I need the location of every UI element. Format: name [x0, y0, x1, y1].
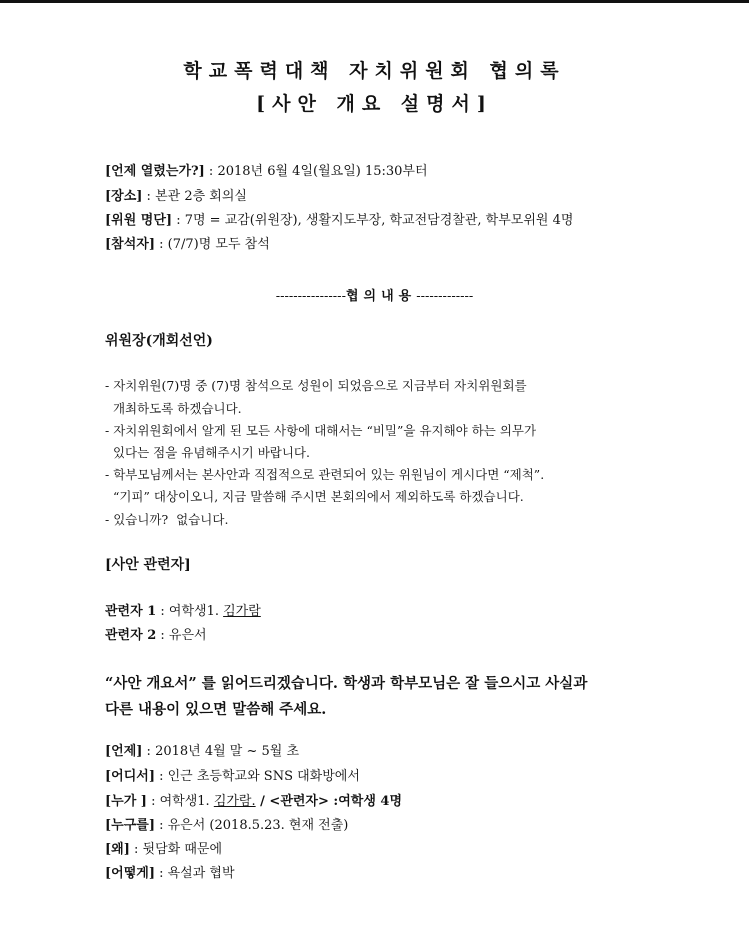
section-divider [0, 285, 749, 304]
summary-why-value: : 뒷담화 때문에 [129, 842, 222, 857]
section-heading: 협의내용 [345, 289, 417, 304]
chair-line-1: - 자치위원(7)명 중 (7)명 참석으로 성원이 되었음으로 지금부터 자치위원회를 [105, 378, 527, 393]
chair-heading: 위원장(개회선언) [105, 333, 213, 349]
summary-where-value: : 인근 초등학교와 SNS 대화방에서 [154, 769, 360, 784]
summary-how-value: : 욕설과 협박 [154, 866, 235, 881]
chair-line-7: - 있습니까? 없습니다. [105, 512, 229, 527]
chair-line-5: - 학부모님께서는 본사안과 직접적으로 관련되어 있는 위원님이 게시다면 “제척”. [105, 467, 545, 482]
summary-where-row [105, 769, 360, 785]
party-2-label: 관련자 2 [105, 628, 157, 643]
meeting-when-label: [언제 열렸는가?] [105, 164, 205, 179]
announcement-line-2: 다른 내용이 있으면 말씀해 주세요. [105, 701, 327, 718]
summary-who-label: [누가 ] [105, 794, 147, 809]
summary-whom-value: : 유은서 (2018.5.23. 현재 전출) [154, 818, 349, 833]
summary-whom-row [105, 818, 348, 834]
announcement-line-1: “사안 개요서” 를 읽어드리겠습니다. 학생과 학부모님은 잘 들으시고 사실과 [105, 675, 588, 692]
section-dashes-right: ------------- [416, 289, 474, 304]
meeting-members-row [105, 213, 573, 229]
summary-how-row [105, 866, 235, 882]
meeting-members-value: : 7명 = 교감(위원장), 생활지도부장, 학교전담경찰관, 학부모위원 4명 [172, 213, 574, 228]
summary-who-name: 김가람. [213, 794, 256, 809]
meeting-when-row [105, 164, 428, 180]
document-title: 학교폭력대책 자치위원회 협의록 [183, 60, 566, 82]
summary-who-suffix: / <관련자> :여학생 4명 [255, 794, 403, 809]
summary-who-row [105, 794, 402, 810]
meeting-attendees-value: : (7/7)명 모두 참석 [154, 237, 270, 252]
document-subtitle: [사안 개요 설명서] [256, 93, 493, 115]
chair-line-2: 개최하도록 하겠습니다. [105, 401, 242, 416]
meeting-attendees-label: [참석자] [105, 237, 155, 252]
party-1-sep: : 여학생1. [156, 604, 224, 619]
party-2-row [105, 628, 207, 644]
summary-when-label: [언제] [105, 744, 143, 759]
summary-how-label: [어떻게] [105, 866, 155, 881]
section-dashes-left: ---------------- [275, 289, 346, 304]
meeting-place-row [105, 189, 247, 205]
chair-line-6: “기피” 대상이오니, 지금 말씀해 주시면 본회의에서 제외하도록 하겠습니다. [105, 489, 524, 504]
summary-when-row [105, 744, 299, 760]
summary-who-prefix: : 여학생1. [146, 794, 214, 809]
party-2-value: : 유은서 [156, 628, 207, 643]
top-border-line [0, 0, 749, 3]
summary-whom-label: [누구를] [105, 818, 155, 833]
chair-line-3: - 자치위원회에서 알게 된 모든 사항에 대해서는 “비밀”을 유지해야 하는 의무가 [105, 423, 537, 438]
chair-line-4: 있다는 점을 유념해주시기 바랍니다. [105, 445, 310, 460]
party-1-name: 김가람 [223, 604, 261, 619]
meeting-members-label: [위원 명단] [105, 213, 173, 228]
meeting-place-label: [장소] [105, 189, 143, 204]
parties-heading: [사안 관련자] [105, 557, 191, 573]
summary-why-row [105, 842, 222, 858]
party-1-label: 관련자 1 [105, 604, 157, 619]
meeting-when-value: : 2018년 6월 4일(월요일) 15:30부터 [204, 164, 428, 179]
summary-where-label: [어디서] [105, 769, 155, 784]
meeting-place-value: : 본관 2층 회의실 [142, 189, 247, 204]
party-1-row [105, 604, 261, 620]
summary-why-label: [왜] [105, 842, 130, 857]
meeting-attendees-row [105, 237, 270, 253]
summary-when-value: : 2018년 4월 말 ~ 5월 초 [142, 744, 300, 759]
